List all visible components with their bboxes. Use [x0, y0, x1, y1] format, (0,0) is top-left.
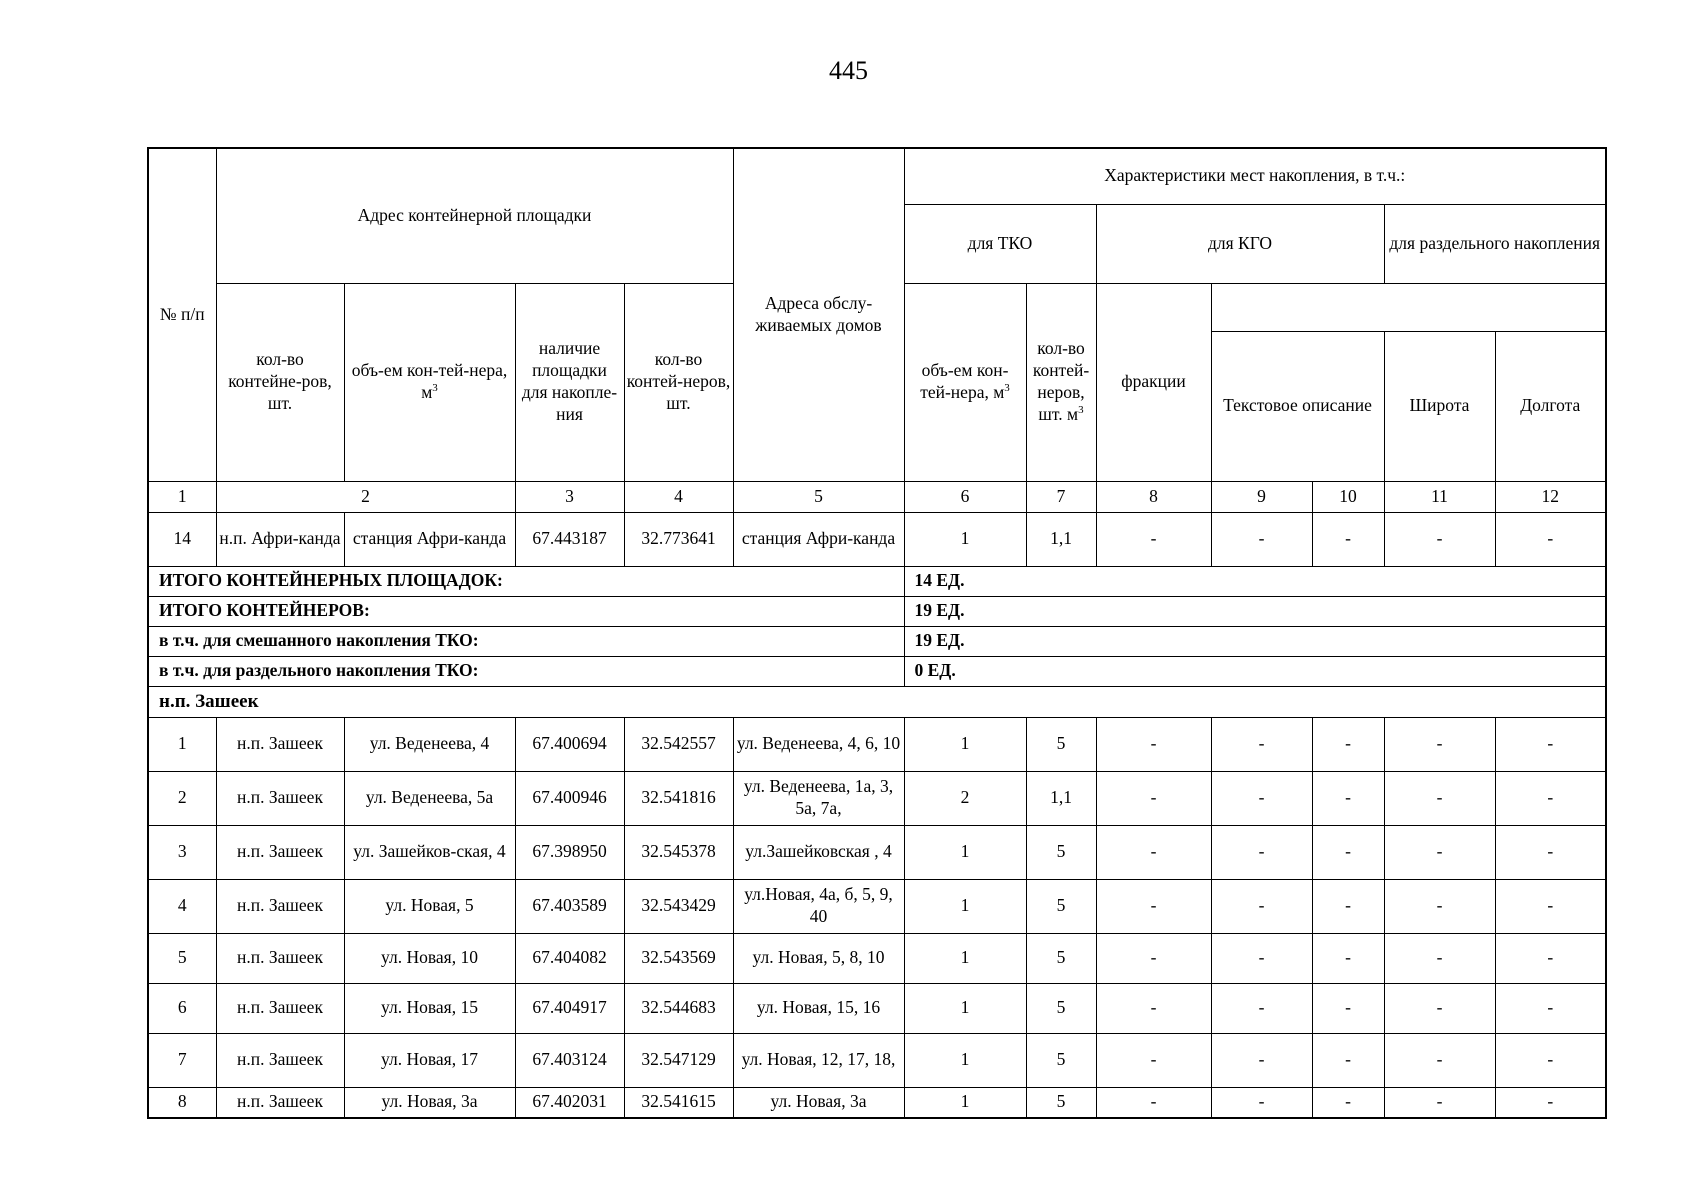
row-num: 8	[148, 1087, 216, 1118]
row-latitude: 67.404082	[515, 933, 624, 983]
row-value: -	[1312, 879, 1384, 933]
row-latitude: 67.398950	[515, 825, 624, 879]
row-value: -	[1312, 1087, 1384, 1118]
row-settlement: н.п. Зашеек	[216, 983, 344, 1033]
row-value: 1	[904, 1033, 1026, 1087]
row-value: -	[1384, 879, 1495, 933]
row-value: -	[1384, 933, 1495, 983]
row-value: -	[1312, 825, 1384, 879]
row-settlement: н.п. Зашеек	[216, 879, 344, 933]
row-settlement: н.п. Зашеек	[216, 717, 344, 771]
header-c10: объ-ем кон-тей-нера, $м^3$	[904, 283, 1026, 481]
row-value: -	[1384, 512, 1495, 566]
row-description: ул. Веденеева, 5а	[344, 771, 515, 825]
row-value: -	[1096, 717, 1211, 771]
row-longitude: 32.543569	[624, 933, 733, 983]
row-value: 1	[904, 933, 1026, 983]
header-text-description: Текстовое описание	[1211, 331, 1384, 481]
row-value: -	[1384, 717, 1495, 771]
total-value: 19 ЕД.	[904, 626, 1606, 656]
row-value: 1,1	[1026, 512, 1096, 566]
row-value: -	[1096, 512, 1211, 566]
row-value: 5	[1026, 1033, 1096, 1087]
row-value: -	[1495, 983, 1606, 1033]
row-description: ул. Веденеева, 4	[344, 717, 515, 771]
total-label: в т.ч. для смешанного накопления ТКО:	[148, 626, 904, 656]
row-latitude: 67.443187	[515, 512, 624, 566]
table-row	[148, 933, 1606, 983]
row-value: 5	[1026, 879, 1096, 933]
row-value: -	[1495, 879, 1606, 933]
row-value: -	[1384, 1087, 1495, 1118]
row-value: -	[1096, 1087, 1211, 1118]
row-value: 2	[904, 771, 1026, 825]
row-longitude: 32.547129	[624, 1033, 733, 1087]
row-value: -	[1384, 1033, 1495, 1087]
header-c9: кол-во контей-неров, шт.	[624, 283, 733, 481]
row-value: -	[1211, 933, 1312, 983]
row-num: 5	[148, 933, 216, 983]
total-row	[148, 566, 1606, 596]
row-latitude: 67.400694	[515, 717, 624, 771]
page-number: 445	[829, 56, 868, 85]
col-number: 6	[904, 481, 1026, 512]
row-description: станция Афри-канда	[344, 512, 515, 566]
row-settlement: н.п. Зашеек	[216, 1087, 344, 1118]
row-served-houses: ул.Зашейковская , 4	[733, 825, 904, 879]
row-value: -	[1312, 933, 1384, 983]
row-value: -	[1096, 771, 1211, 825]
container-sites-table	[147, 147, 1607, 1119]
row-value: -	[1211, 1033, 1312, 1087]
row-longitude: 32.542557	[624, 717, 733, 771]
row-value: -	[1495, 825, 1606, 879]
table-row	[148, 1087, 1606, 1118]
row-longitude: 32.545378	[624, 825, 733, 879]
row-value: -	[1495, 1033, 1606, 1087]
row-value: 1	[904, 825, 1026, 879]
col-number: 5	[733, 481, 904, 512]
row-value: 1	[904, 983, 1026, 1033]
row-value: -	[1211, 717, 1312, 771]
row-settlement: н.п. Афри-канда	[216, 512, 344, 566]
row-served-houses: ул. Новая, 3а	[733, 1087, 904, 1118]
col-number: 10	[1312, 481, 1384, 512]
section-title: н.п. Зашеек	[148, 686, 1606, 717]
row-value: -	[1211, 1087, 1312, 1118]
row-longitude: 32.541615	[624, 1087, 733, 1118]
row-served-houses: ул.Новая, 4а, б, 5, 9, 40	[733, 879, 904, 933]
col-number: 8	[1096, 481, 1211, 512]
row-value: -	[1312, 983, 1384, 1033]
row-latitude: 67.403589	[515, 879, 624, 933]
col-number: 2	[216, 481, 515, 512]
row-longitude: 32.543429	[624, 879, 733, 933]
column-numbers-row	[148, 481, 1606, 512]
row-value: -	[1312, 512, 1384, 566]
row-value: -	[1495, 933, 1606, 983]
row-value: 1	[904, 1087, 1026, 1118]
row-value: 5	[1026, 717, 1096, 771]
row-num: 1	[148, 717, 216, 771]
row-latitude: 67.400946	[515, 771, 624, 825]
col-number: 1	[148, 481, 216, 512]
row-description: ул. Новая, 5	[344, 879, 515, 933]
row-longitude: 32.773641	[624, 512, 733, 566]
col-number: 12	[1495, 481, 1606, 512]
col-number: 4	[624, 481, 733, 512]
total-row	[148, 656, 1606, 686]
row-value: -	[1211, 879, 1312, 933]
row-value: 1,1	[1026, 771, 1096, 825]
header-latitude: Широта	[1384, 331, 1495, 481]
row-served-houses: ул. Веденеева, 1а, 3, 5а, 7а,	[733, 771, 904, 825]
row-num: 4	[148, 879, 216, 933]
row-num: 7	[148, 1033, 216, 1087]
row-latitude: 67.403124	[515, 1033, 624, 1087]
row-value: 5	[1026, 983, 1096, 1033]
row-value: -	[1495, 771, 1606, 825]
total-label: ИТОГО КОНТЕЙНЕРНЫХ ПЛОЩАДОК:	[148, 566, 904, 596]
row-value: -	[1211, 983, 1312, 1033]
row-value: -	[1312, 771, 1384, 825]
row-value: 5	[1026, 825, 1096, 879]
table-row	[148, 825, 1606, 879]
row-served-houses: ул. Новая, 15, 16	[733, 983, 904, 1033]
col-number: 11	[1384, 481, 1495, 512]
col-number: 9	[1211, 481, 1312, 512]
row-served-houses: ул. Новая, 5, 8, 10	[733, 933, 904, 983]
header-longitude: Долгота	[1495, 331, 1606, 481]
row-description: ул. Новая, 3а	[344, 1087, 515, 1118]
row-value: -	[1096, 1033, 1211, 1087]
row-latitude: 67.404917	[515, 983, 624, 1033]
header-c12: фракции	[1096, 283, 1211, 481]
row-description: ул. Новая, 17	[344, 1033, 515, 1087]
col-number: 3	[515, 481, 624, 512]
row-settlement: н.п. Зашеек	[216, 825, 344, 879]
total-value: 19 ЕД.	[904, 596, 1606, 626]
row-settlement: н.п. Зашеек	[216, 1033, 344, 1087]
header-c11: кол-во контей-неров, шт. $м^3$	[1026, 283, 1096, 481]
header-c7: объ-ем кон-тей-нера, $м^3$	[344, 283, 515, 481]
row-settlement: н.п. Зашеек	[216, 771, 344, 825]
total-label: ИТОГО КОНТЕЙНЕРОВ:	[148, 596, 904, 626]
row-value: -	[1495, 512, 1606, 566]
row-value: 1	[904, 717, 1026, 771]
row-value: -	[1211, 825, 1312, 879]
header-c8: наличие площадки для накопле-ния	[515, 283, 624, 481]
row-value: -	[1096, 825, 1211, 879]
row-value: 5	[1026, 1087, 1096, 1118]
total-row	[148, 596, 1606, 626]
row-num: 6	[148, 983, 216, 1033]
row-value: -	[1384, 825, 1495, 879]
table-row	[148, 771, 1606, 825]
total-value: 14 ЕД.	[904, 566, 1606, 596]
row-value: -	[1096, 879, 1211, 933]
row-value: -	[1495, 717, 1606, 771]
section-row	[148, 686, 1606, 717]
row-description: ул. Новая, 10	[344, 933, 515, 983]
row-value: -	[1096, 983, 1211, 1033]
total-label: в т.ч. для раздельного накопления ТКО:	[148, 656, 904, 686]
row-latitude: 67.402031	[515, 1087, 624, 1118]
table-row	[148, 512, 1606, 566]
row-value: -	[1312, 717, 1384, 771]
header-c6: кол-во контейне-ров, шт.	[216, 283, 344, 481]
row-value: 1	[904, 512, 1026, 566]
header-kgo: для КГО	[1096, 204, 1384, 283]
header-served-houses: Адреса обслу-живаемых домов	[733, 148, 904, 481]
row-served-houses: ул. Веденеева, 4, 6, 10	[733, 717, 904, 771]
table-row	[148, 717, 1606, 771]
col-number: 7	[1026, 481, 1096, 512]
header-tko: для ТКО	[904, 204, 1096, 283]
row-value: 1	[904, 879, 1026, 933]
row-value: -	[1495, 1087, 1606, 1118]
row-value: -	[1211, 512, 1312, 566]
row-value: -	[1096, 933, 1211, 983]
table-row	[148, 983, 1606, 1033]
row-value: 5	[1026, 933, 1096, 983]
row-value: -	[1384, 771, 1495, 825]
row-settlement: н.п. Зашеек	[216, 933, 344, 983]
row-longitude: 32.541816	[624, 771, 733, 825]
row-description: ул. Новая, 15	[344, 983, 515, 1033]
row-description: ул. Зашейков-ская, 4	[344, 825, 515, 879]
row-num: 14	[148, 512, 216, 566]
row-longitude: 32.544683	[624, 983, 733, 1033]
row-served-houses: станция Афри-канда	[733, 512, 904, 566]
table-row	[148, 879, 1606, 933]
header-num: № п/п	[148, 148, 216, 481]
header-separate: для раздельного накопления	[1384, 204, 1606, 283]
total-row	[148, 626, 1606, 656]
row-num: 2	[148, 771, 216, 825]
row-num: 3	[148, 825, 216, 879]
table-row	[148, 1033, 1606, 1087]
header-address: Адрес контейнерной площадки	[216, 148, 733, 283]
row-served-houses: ул. Новая, 12, 17, 18,	[733, 1033, 904, 1087]
row-value: -	[1312, 1033, 1384, 1087]
header-characteristics: Характеристики мест накопления, в т.ч.:	[904, 148, 1606, 204]
row-value: -	[1384, 983, 1495, 1033]
total-value: 0 ЕД.	[904, 656, 1606, 686]
row-value: -	[1211, 771, 1312, 825]
